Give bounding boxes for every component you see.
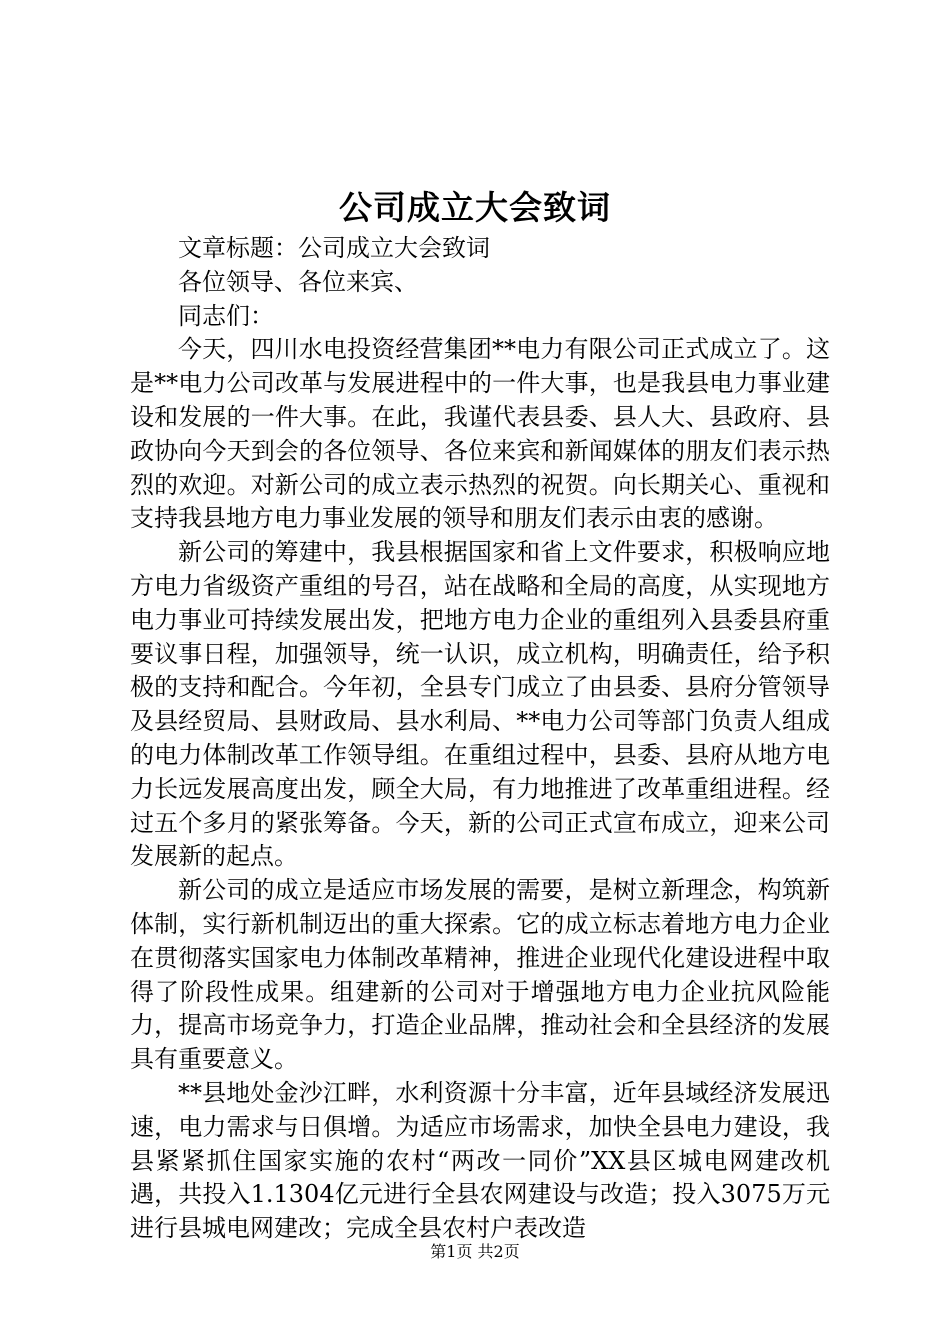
paragraph-greeting-1: 各位领导、各位来宾、: [178, 267, 418, 296]
paragraph-1: 今天，四川水电投资经营集团**电力有限公司正式成立了。这是**电力公司改革与发展进程中的一件大事，也是我县电力事业建设和发展的一件大事。在此，我谨代表县委、县人大、县政府、县政协向今天到会的各位领导、各位来宾和新闻媒体的朋友们表示热烈的欢迎。对新公司的成立表示热烈的祝贺。向长期关心、重视和支持我县地方电力事业发展的领导和朋友们表示由衷的感谢。: [130, 335, 830, 533]
paragraph-2: 新公司的筹建中，我县根据国家和省上文件要求，积极响应地方电力省级资产重组的号召，站在战略和全局的高度，从实现地方电力事业可持续发展出发，把地方电力企业的重组列入县委县府重要议事日程，加强领导，统一认识，成立机构，明确责任，给予积极的支持和配合。今年初，全县专门成立了由县委、县府分管领导及县经贸局、县财政局、县水利局、**电力公司等部门负责人组成的电力体制改革工作领导组。在重组过程中，县委、县府从地方电力长远发展高度出发，顾全大局，有力地推进了改革重组进程。经过五个多月的紧张筹备。今天，新的公司正式宣布成立，迎来公司发展新的起点。: [130, 538, 830, 871]
paragraph-greeting-2: 同志们：: [178, 301, 274, 330]
paragraph-3: 新公司的成立是适应市场发展的需要，是树立新理念，构筑新体制，实行新机制迈出的重大探索。它的成立标志着地方电力企业在贯彻落实国家电力体制改革精神，推进企业现代化建设进程中取得了阶段性成果。组建新的公司对于增强地方电力企业抗风险能力，提高市场竞争力，打造企业品牌，推动社会和全县经济的发展具有重要意义。: [130, 876, 830, 1074]
page-footer: 第1页 共2页: [430, 1242, 520, 1261]
paragraph-article-title: 文章标题：公司成立大会致词: [178, 234, 490, 262]
document-body: [130, 232, 830, 1246]
paragraph-4: **县地处金沙江畔，水利资源十分丰富，近年县域经济发展迅速，电力需求与日俱增。为适应市场需求，加快全县电力建设，我县紧紧抓住国家实施的农村“两改一同价”XX县区城电网建改机遇，共投入1.1304亿元进行全县农网建设与改造；投入3075万元进行县城电网建改；完成全县农村户表改造: [130, 1078, 830, 1243]
document-title: 公司成立大会致词: [339, 188, 611, 227]
